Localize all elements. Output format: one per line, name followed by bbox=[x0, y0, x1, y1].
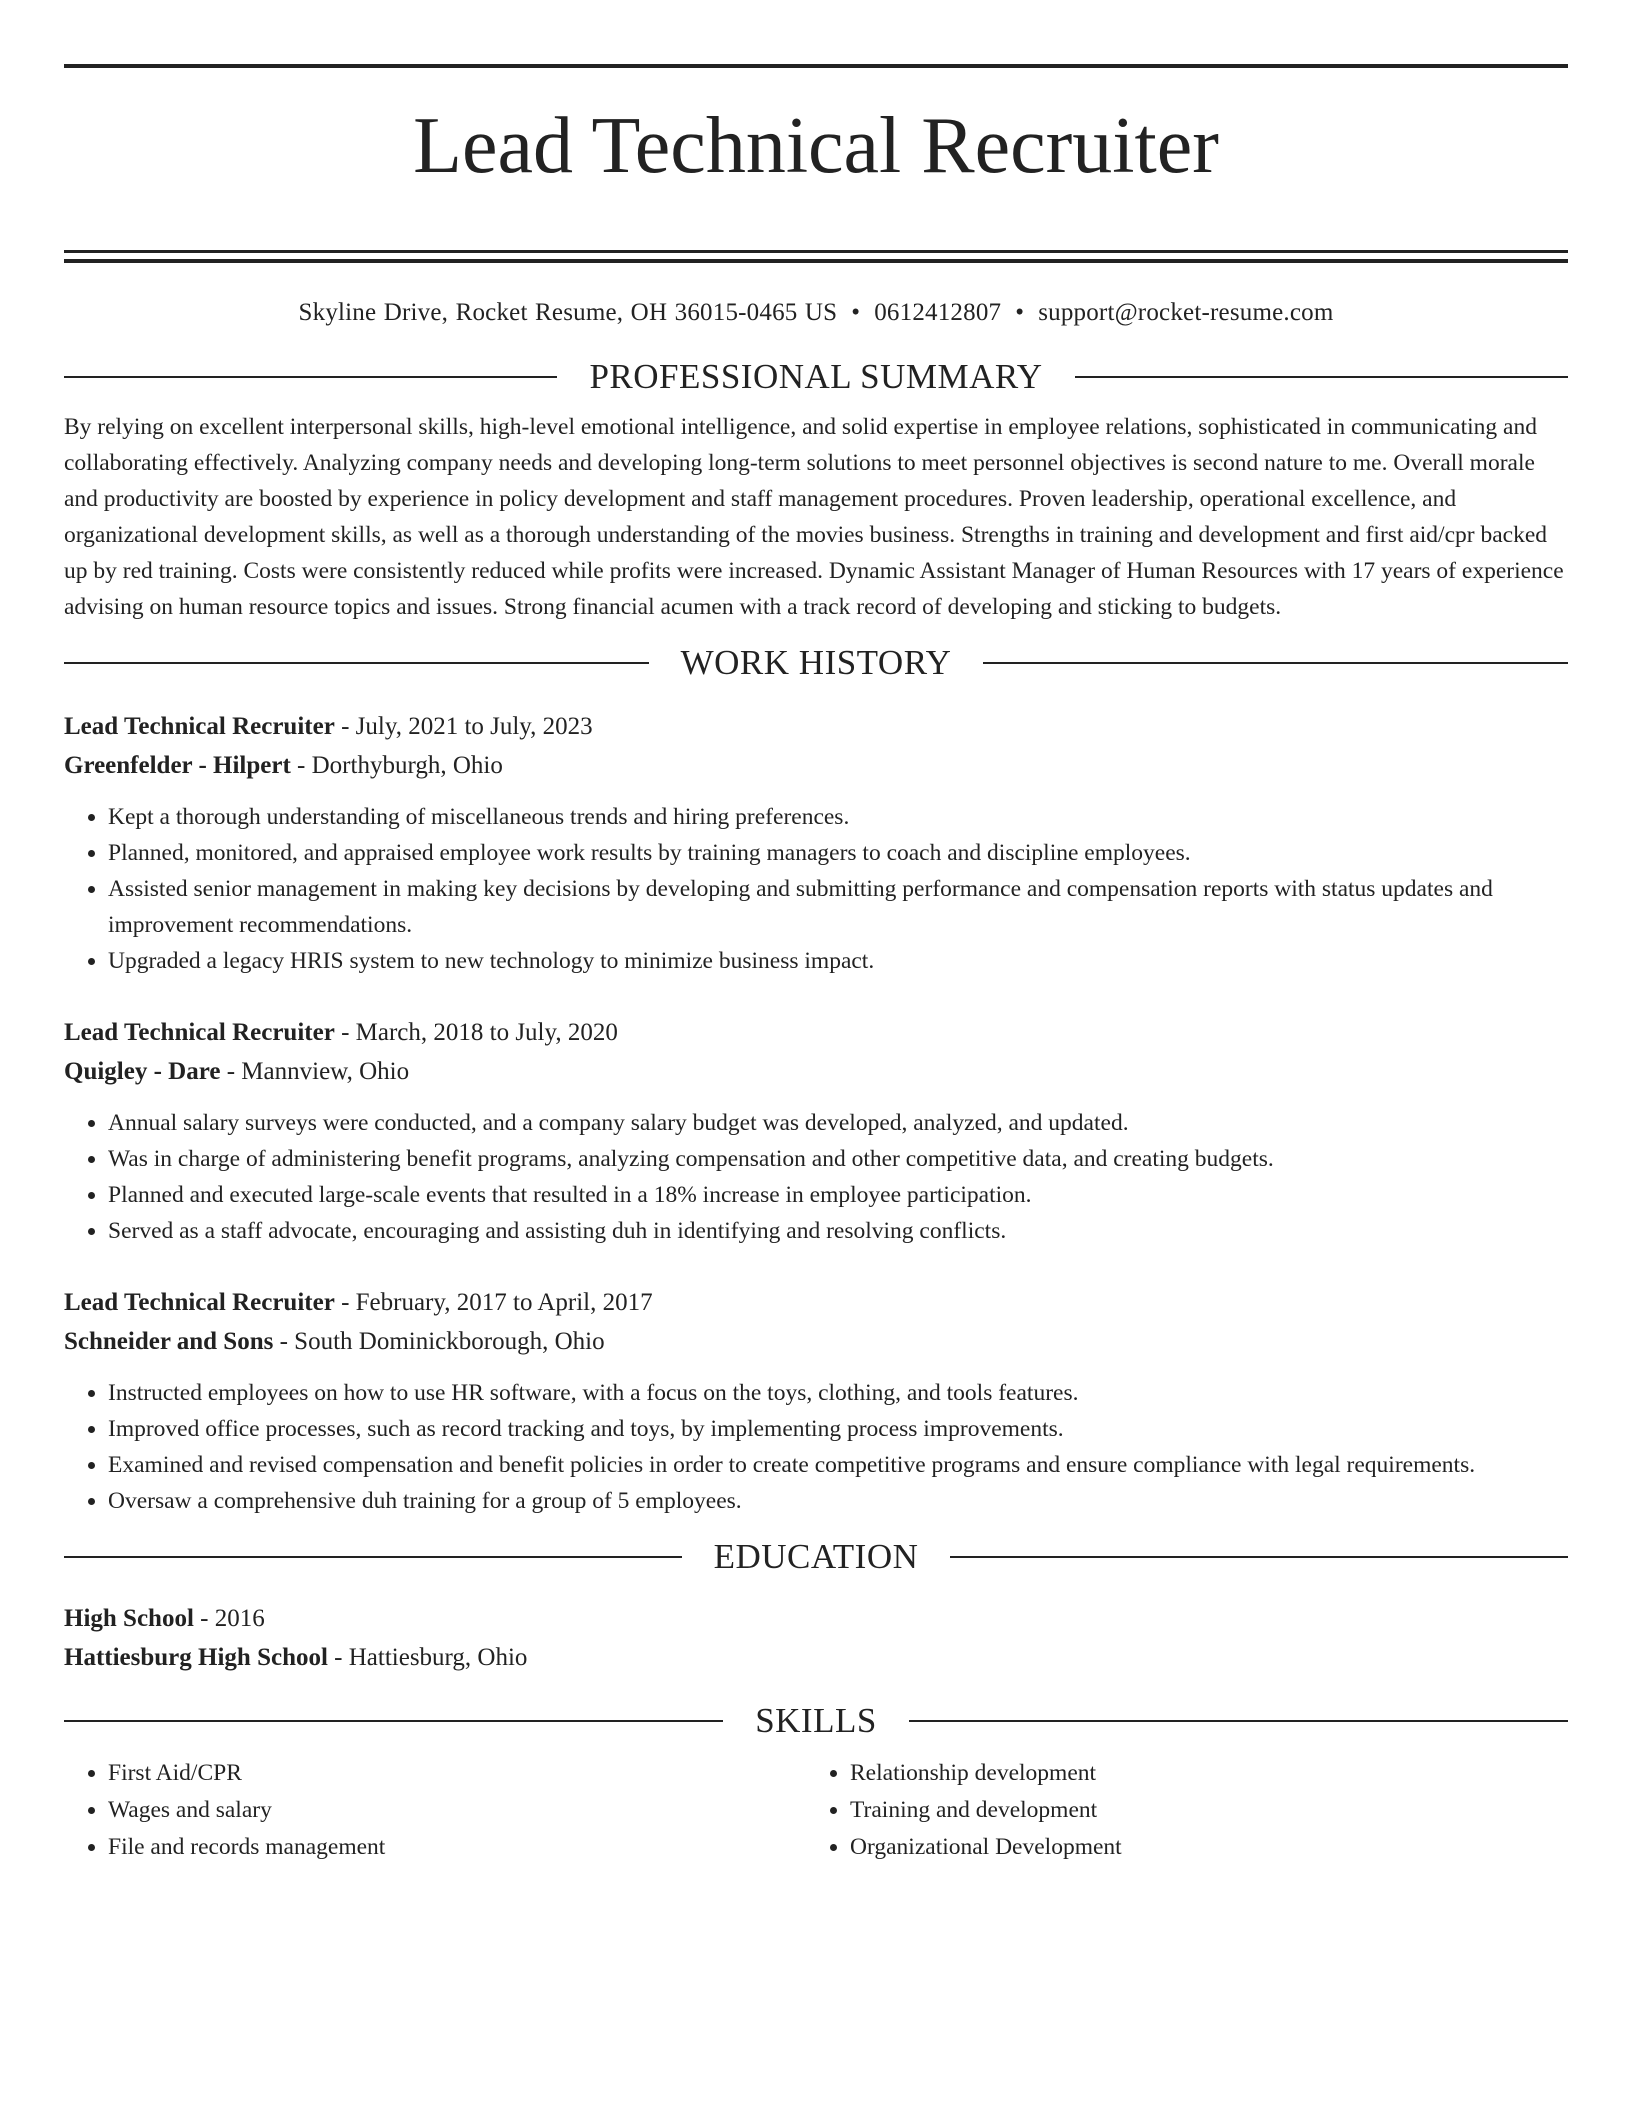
job-company: Schneider and Sons bbox=[64, 1328, 274, 1355]
summary-text: By relying on excellent interpersonal skills, high-level emotional intelligence, and solid expertise in employee relations, sophisticated in communicating and collaborating effectively. Analyzing company needs and developing long-term solutions to meet personnel objectives is second nature to me. Overall morale and productivity are boosted by experience in policy development and staff management procedures. Proven leadership, operational excellence, and organizational development skills, as well as a thorough understanding of the movies business. Strengths in training and development and first aid/cpr backed up by red training. Costs were consistently reduced while profits were increased. Dynamic Assistant Manager of Human Resources with 17 years of experience advising on human resource topics and issues. Strong financial acumen with a track record of developing and sticking to budgets. bbox=[64, 414, 1564, 620]
education-heading-label: EDUCATION bbox=[713, 1537, 919, 1576]
job-location: - Dorthyburgh, Ohio bbox=[290, 752, 503, 779]
job-bullet: • Was in charge of administering benefit programs, analyzing compensation and other competitive data, and creating budgets. bbox=[108, 1141, 1568, 1177]
job-bullet: • Annual salary surveys were conducted, and a company salary budget was developed, analyzed, and updated. bbox=[108, 1105, 1568, 1141]
summary-section-heading bbox=[64, 357, 1568, 397]
work-heading-label: WORK HISTORY bbox=[680, 643, 952, 682]
resume-title: Lead Technical Recruiter bbox=[413, 102, 1219, 190]
skill-item: • Wages and salary bbox=[108, 1792, 806, 1829]
job-location: - South Dominickborough, Ohio bbox=[273, 1328, 605, 1355]
skills-grid bbox=[64, 1755, 1568, 1866]
job-bullet: • Upgraded a legacy HRIS system to new technology to minimize business impact. bbox=[108, 943, 1568, 979]
skills-left-column bbox=[64, 1755, 806, 1866]
work-section-heading bbox=[64, 643, 1568, 683]
job-bullet: • Kept a thorough understanding of miscellaneous trends and hiring preferences. bbox=[108, 799, 1568, 835]
job-bullet: • Planned and executed large-scale events that resulted in a 18% increase in employee participation. bbox=[108, 1177, 1568, 1213]
education-section-heading bbox=[64, 1537, 1568, 1577]
job-company: Quigley - Dare bbox=[64, 1058, 221, 1085]
job-dates: - February, 2017 to April, 2017 bbox=[334, 1289, 653, 1316]
job-bullet: • Planned, monitored, and appraised employee work results by training managers to coach and discipline employees. bbox=[108, 835, 1568, 871]
contact-phone: 0612412807 bbox=[874, 299, 1002, 326]
job-title: Lead Technical Recruiter bbox=[64, 1289, 335, 1316]
job-entry bbox=[64, 1283, 1568, 1519]
education-year: - 2016 bbox=[193, 1605, 265, 1632]
skills-right-column bbox=[806, 1755, 1548, 1866]
job-bullet: • Improved office processes, such as record tracking and toys, by implementing process improvements. bbox=[108, 1411, 1568, 1447]
skill-item: • Organizational Development bbox=[850, 1829, 1548, 1866]
contact-email: support@rocket-resume.com bbox=[1038, 299, 1334, 326]
job-bullet: • Instructed employees on how to use HR software, with a focus on the toys, clothing, and tools features. bbox=[108, 1375, 1568, 1411]
job-bullet: • Examined and revised compensation and benefit policies in order to create competitive programs and ensure compliance with legal requirements. bbox=[108, 1447, 1568, 1483]
education-location: - Hattiesburg, Ohio bbox=[327, 1644, 528, 1671]
job-bullet: • Oversaw a comprehensive duh training for a group of 5 employees. bbox=[108, 1483, 1568, 1519]
contact-line bbox=[64, 299, 1568, 327]
job-bullet: • Assisted senior management in making key decisions by developing and submitting performance and compensation reports with status updates and improvement recommendations. bbox=[108, 871, 1568, 943]
contact-separator: • bbox=[851, 299, 861, 326]
skill-item: • Relationship development bbox=[850, 1755, 1548, 1792]
job-bullets bbox=[64, 799, 1568, 979]
job-entry bbox=[64, 1013, 1568, 1249]
job-title: Lead Technical Recruiter bbox=[64, 1019, 335, 1046]
resume-page bbox=[64, 64, 1568, 1866]
education-school: Hattiesburg High School bbox=[64, 1644, 328, 1671]
job-bullets bbox=[64, 1375, 1568, 1519]
education-degree: High School bbox=[64, 1605, 194, 1632]
job-location: - Mannview, Ohio bbox=[220, 1058, 410, 1085]
skill-item: • First Aid/CPR bbox=[108, 1755, 806, 1792]
summary-heading-label: PROFESSIONAL SUMMARY bbox=[589, 357, 1043, 396]
skill-item: • Training and development bbox=[850, 1792, 1548, 1829]
job-bullet: • Served as a staff advocate, encouraging and assisting duh in identifying and resolving conflicts. bbox=[108, 1213, 1568, 1249]
skill-item: • File and records management bbox=[108, 1829, 806, 1866]
job-dates: - July, 2021 to July, 2023 bbox=[334, 713, 593, 740]
contact-separator: • bbox=[1015, 299, 1025, 326]
skills-heading-label: SKILLS bbox=[755, 1701, 877, 1740]
job-bullets bbox=[64, 1105, 1568, 1249]
skills-section-heading bbox=[64, 1701, 1568, 1741]
contact-address: Skyline Drive, Rocket Resume, OH 36015-0465 US bbox=[298, 299, 838, 326]
header-top-rule bbox=[64, 64, 1568, 68]
job-company: Greenfelder - Hilpert bbox=[64, 752, 291, 779]
job-title: Lead Technical Recruiter bbox=[64, 713, 335, 740]
education-entry bbox=[64, 1599, 1568, 1677]
job-entry bbox=[64, 707, 1568, 979]
header-double-rule bbox=[64, 250, 1568, 263]
job-dates: - March, 2018 to July, 2020 bbox=[334, 1019, 618, 1046]
